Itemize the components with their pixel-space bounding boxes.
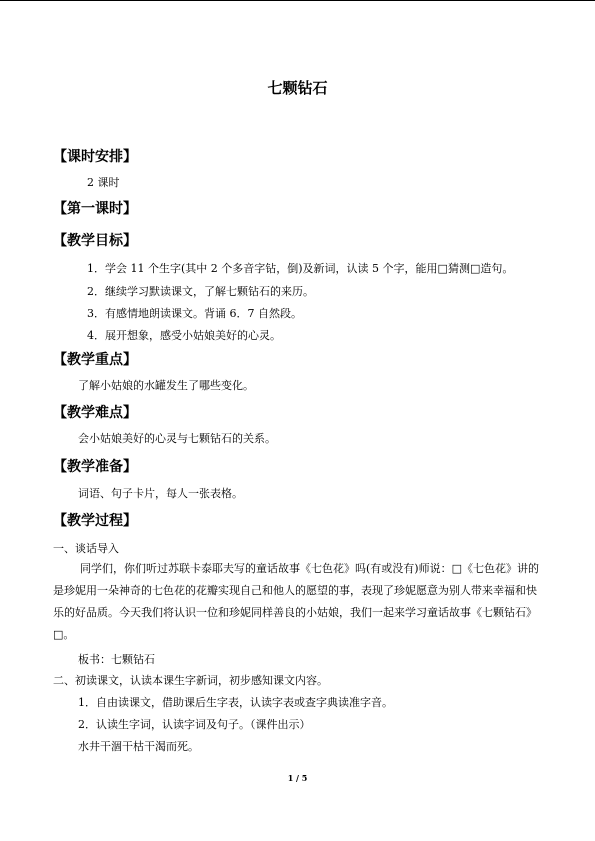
step1-title: 一、谈话导入 — [53, 542, 119, 555]
vocab-line: 水井干涸干枯干渴而死。 — [78, 740, 199, 753]
heading-difficulties: 【教学难点】 — [53, 405, 137, 421]
heading-preparation: 【教学准备】 — [53, 459, 137, 475]
heading-key-points: 【教学重点】 — [53, 352, 137, 368]
header-rule — [0, 0, 595, 1]
objective-item: 2．继续学习默读课文，了解七颗钻石的来历。 — [87, 285, 314, 298]
heading-objectives: 【教学目标】 — [53, 233, 137, 249]
key-points-text: 了解小姑娘的水罐发生了哪些变化。 — [78, 379, 254, 392]
page-title: 七颗钻石 — [267, 79, 328, 97]
heading-schedule: 【课时安排】 — [53, 149, 137, 165]
board-writing: 板书：七颗钻石 — [78, 653, 155, 666]
step2-item: 2．认读生字词，认读字词及句子。（课件出示） — [78, 718, 311, 731]
heading-first-lesson: 【第一课时】 — [53, 201, 137, 217]
objective-item: 3．有感情地朗读课文。背诵 6．7 自然段。 — [87, 307, 302, 320]
preparation-text: 词语、句子卡片，每人一张表格。 — [78, 487, 243, 500]
step1-paragraph: 同学们，你们听过苏联卡泰耶夫写的童话故事《七色花》吗(有或没有)师说：□《七色花》讲的是珍妮用一朵神奇的七色花的花瓣实现自己和他人的愿望的事，表现了珍妮愿意为别人带来幸福和快乐的好品质。今天我们将认识一位和珍妮同样善良的小姑娘，我们一起来学习童话故事《七颗钻石》□。 — [53, 562, 539, 641]
step2-title: 二、初读课文，认读本课生字新词，初步感知课文内容。 — [53, 674, 328, 687]
step2-item: 1．自由读课文，借助课后生字表，认读字表或查字典读准字音。 — [78, 696, 393, 709]
heading-process: 【教学过程】 — [53, 513, 137, 529]
difficulties-text: 会小姑娘美好的心灵与七颗钻石的关系。 — [78, 432, 276, 445]
page-number: 1 / 5 — [287, 773, 308, 783]
schedule-text: 2 课时 — [87, 176, 120, 189]
objective-item: 4．展开想象，感受小姑娘美好的心灵。 — [87, 329, 281, 342]
objective-item: 1．学会 11 个生字(其中 2 个多音字钻，倒)及新词，认读 5 个字，能用□猜测□造句。 — [87, 262, 514, 275]
